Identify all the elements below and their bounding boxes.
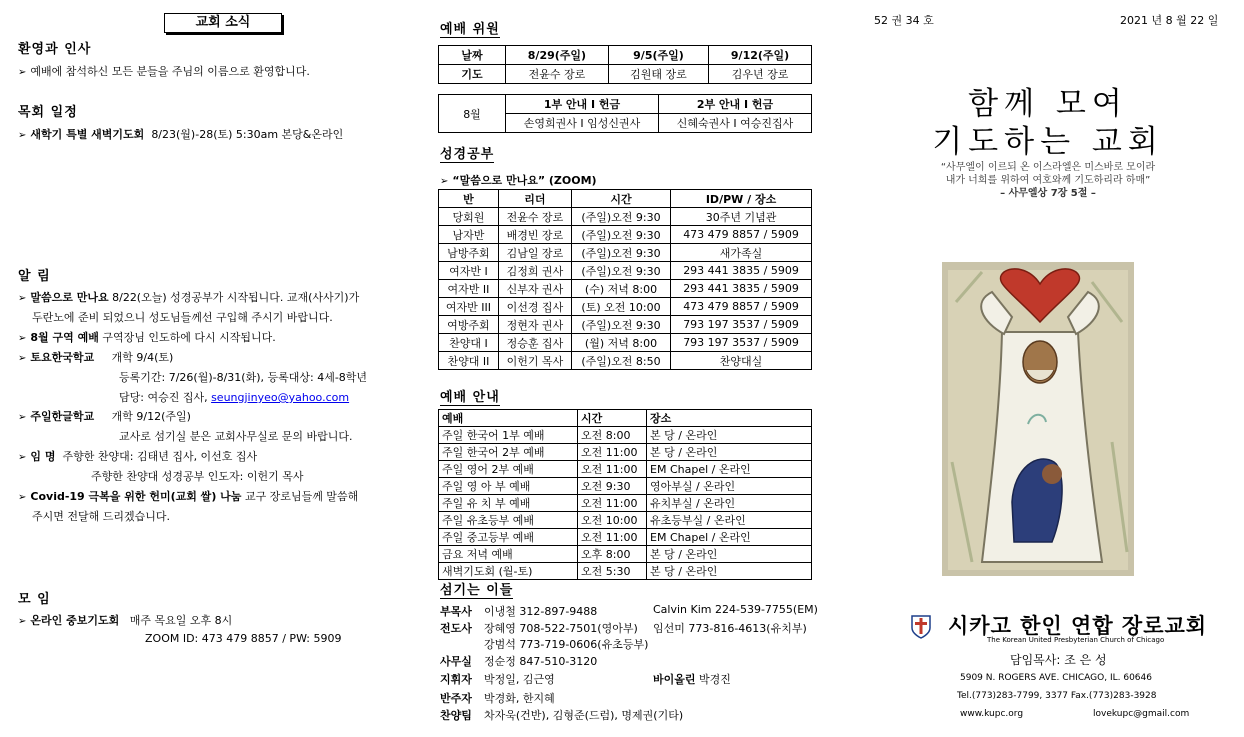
table-row bbox=[439, 352, 812, 370]
table-row bbox=[439, 190, 812, 208]
staff-row: Calvin Kim 224-539-7755(EM) bbox=[653, 603, 818, 616]
table-cell: 주일 한국어 1부 예배 bbox=[439, 427, 578, 444]
table-cell: 본 당 / 온라인 bbox=[647, 546, 812, 563]
table-cell: 여자반 I bbox=[439, 262, 499, 280]
notice-3-period: 등록기간: 7/26(월)-8/31(화), 등록대상: 4세-8학년 bbox=[119, 371, 368, 384]
table-header: 예배 bbox=[439, 410, 578, 427]
table-cell: 김남일 장로 bbox=[498, 244, 571, 262]
table-cell: 293 441 3835 / 5909 bbox=[671, 280, 812, 298]
email-link[interactable]: seungjinyeo@yahoo.com bbox=[211, 391, 350, 404]
table-cell: 찬양대실 bbox=[671, 352, 812, 370]
services-title: 예배 안내 bbox=[440, 386, 500, 406]
table-cell: (주일)오전 9:30 bbox=[571, 226, 670, 244]
table-cell: 9/12(주일) bbox=[709, 46, 812, 65]
church-news-header: 교회 소식 bbox=[164, 13, 282, 33]
arrow-icon: ➢ bbox=[18, 293, 27, 304]
table-row bbox=[439, 461, 812, 478]
table-cell: 당회원 bbox=[439, 208, 499, 226]
table-row bbox=[439, 208, 812, 226]
table-cell: (주일)오전 9:30 bbox=[571, 244, 670, 262]
pastor-name: 담임목사: 조 은 성 bbox=[1010, 653, 1107, 667]
arrow-icon: ➢ bbox=[440, 176, 449, 187]
usher-table bbox=[438, 94, 812, 133]
church-name: 시카고 한인 연합 장로교회 bbox=[948, 614, 1208, 638]
notices-title: 알 림 bbox=[18, 269, 51, 284]
table-cell: 전윤수 장로 bbox=[498, 208, 571, 226]
church-email: lovekupc@gmail.com bbox=[1093, 709, 1190, 719]
table-cell: 오전 11:00 bbox=[578, 529, 647, 546]
staff-row: 임선미 773-816-4613(유치부) bbox=[653, 622, 807, 635]
table-cell: 이헌기 목사 bbox=[498, 352, 571, 370]
welcome-title: 환영과 인사 bbox=[18, 42, 92, 57]
table-cell: 주일 중고등부 예배 bbox=[439, 529, 578, 546]
arrow-icon: ➢ bbox=[18, 353, 27, 364]
table-row bbox=[439, 65, 812, 84]
committee-table bbox=[438, 45, 812, 84]
table-cell: 오전 11:00 bbox=[578, 461, 647, 478]
table-row bbox=[439, 546, 812, 563]
table-cell: 793 197 3537 / 5909 bbox=[671, 316, 812, 334]
notice-5: ➢ 임 명 주향한 찬양대: 김태년 집사, 이선호 집사 bbox=[18, 450, 258, 463]
table-cell: 주일 영 아 부 예배 bbox=[439, 478, 578, 495]
table-cell: 기도 bbox=[439, 65, 506, 84]
staff-row: 바이올린 박경진 bbox=[653, 673, 731, 686]
table-cell: 김정희 권사 bbox=[498, 262, 571, 280]
committee-title: 예배 위원 bbox=[440, 18, 500, 38]
table-cell: 793 197 3537 / 5909 bbox=[671, 334, 812, 352]
table-cell: 오전 8:00 bbox=[578, 427, 647, 444]
table-header: 장소 bbox=[647, 410, 812, 427]
table-cell: 신부자 권사 bbox=[498, 280, 571, 298]
table-row bbox=[439, 262, 812, 280]
study-title: 성경공부 bbox=[440, 143, 494, 163]
staff-row: 전도사 장혜영 708-522-7501(영아부) bbox=[440, 622, 638, 635]
table-cell: 전윤수 장로 bbox=[506, 65, 609, 84]
table-cell: 오전 11:00 bbox=[578, 495, 647, 512]
table-header: 리더 bbox=[498, 190, 571, 208]
table-row bbox=[439, 512, 812, 529]
services-table bbox=[438, 409, 812, 580]
notice-6-cont: 주시면 전달해 드리겠습니다. bbox=[32, 510, 171, 523]
notice-4-cont: 교사로 섬기실 분은 교회사무실로 문의 바랍니다. bbox=[119, 430, 353, 443]
table-cell: 정현자 권사 bbox=[498, 316, 571, 334]
church-logo-icon bbox=[908, 612, 934, 640]
schedule-title: 목회 일정 bbox=[18, 105, 78, 120]
table-cell: 금요 저녁 예배 bbox=[439, 546, 578, 563]
table-cell: 손영희권사 I 임성신권사 bbox=[506, 114, 659, 133]
church-name-english: The Korean United Presbyterian Church of Chicago bbox=[987, 636, 1165, 644]
table-cell: (주일)오전 9:30 bbox=[571, 262, 670, 280]
table-cell: (수) 저녁 8:00 bbox=[571, 280, 670, 298]
notice-3-contact: 담당: 여승진 집사, seungjinyeo@yahoo.com bbox=[119, 391, 350, 404]
table-cell: 8월 bbox=[439, 95, 506, 133]
table-cell: 30주년 기념관 bbox=[671, 208, 812, 226]
table-cell: (주일)오전 8:50 bbox=[571, 352, 670, 370]
study-subtitle: ➢ “말씀으로 만나요” (ZOOM) bbox=[440, 174, 597, 187]
table-cell: (토) 오전 10:00 bbox=[571, 298, 670, 316]
table-cell: 새벽기도회 (월-토) bbox=[439, 563, 578, 580]
table-row bbox=[439, 444, 812, 461]
notice-1-cont: 두란노에 준비 되었으니 성도님들께선 구입해 주시기 바랍니다. bbox=[32, 311, 333, 324]
praying-figure-illustration bbox=[942, 262, 1134, 576]
table-cell: 유치부실 / 온라인 bbox=[647, 495, 812, 512]
arrow-icon: ➢ bbox=[18, 492, 27, 503]
table-row bbox=[439, 478, 812, 495]
table-row bbox=[439, 316, 812, 334]
table-cell: (주일)오전 9:30 bbox=[571, 208, 670, 226]
table-cell: 날짜 bbox=[439, 46, 506, 65]
table-row bbox=[439, 95, 812, 114]
staff-title: 섬기는 이들 bbox=[440, 579, 513, 599]
table-cell: 오전 9:30 bbox=[578, 478, 647, 495]
table-cell: 유초등부실 / 온라인 bbox=[647, 512, 812, 529]
table-cell: 오전 11:00 bbox=[578, 444, 647, 461]
welcome-text: ➢ 예배에 참석하신 모든 분들을 주님의 이름으로 환영합니다. bbox=[18, 65, 310, 78]
table-cell: 9/5(주일) bbox=[608, 46, 708, 65]
verse-reference: – 사무엘상 7장 5절 – bbox=[1000, 188, 1096, 199]
table-cell: 찬양대 II bbox=[439, 352, 499, 370]
gathering-item: ➢ 온라인 중보기도회 매주 목요일 오후 8시 bbox=[18, 614, 233, 627]
arrow-icon: ➢ bbox=[18, 130, 27, 141]
staff-row: 사무실 정순정 847-510-3120 bbox=[440, 655, 598, 668]
table-header: 반 bbox=[439, 190, 499, 208]
notice-1: ➢ 말씀으로 만나요 8/22(오늘) 성경공부가 시작됩니다. 교재(사사기)가 bbox=[18, 291, 360, 304]
table-cell: 8/29(주일) bbox=[506, 46, 609, 65]
table-cell: 본 당 / 온라인 bbox=[647, 444, 812, 461]
bulletin-date: 2021 년 8 월 22 일 bbox=[1120, 14, 1219, 27]
table-cell: 2부 안내 I 헌금 bbox=[659, 95, 812, 114]
table-cell: EM Chapel / 온라인 bbox=[647, 529, 812, 546]
volume-number: 52 권 34 호 bbox=[874, 14, 934, 27]
table-cell: 김원태 장로 bbox=[608, 65, 708, 84]
table-cell: 본 당 / 온라인 bbox=[647, 563, 812, 580]
staff-row: 지휘자 박정일, 김근영 bbox=[440, 673, 555, 686]
table-cell: (주일)오전 9:30 bbox=[571, 316, 670, 334]
notice-2: ➢ 8월 구역 예배 구역장님 인도하에 다시 시작됩니다. bbox=[18, 331, 276, 344]
table-header: ID/PW / 장소 bbox=[671, 190, 812, 208]
table-cell: 여방주회 bbox=[439, 316, 499, 334]
table-cell: 주일 영어 2부 예배 bbox=[439, 461, 578, 478]
table-cell: 본 당 / 온라인 bbox=[647, 427, 812, 444]
table-cell: 남자반 bbox=[439, 226, 499, 244]
table-cell: 오전 5:30 bbox=[578, 563, 647, 580]
hero-line-2: 기도하는 교회 bbox=[932, 124, 1164, 160]
table-cell: (월) 저녁 8:00 bbox=[571, 334, 670, 352]
table-cell: 주일 한국어 2부 예배 bbox=[439, 444, 578, 461]
table-cell: 새가족실 bbox=[671, 244, 812, 262]
table-cell: 정승훈 집사 bbox=[498, 334, 571, 352]
notice-6: ➢ Covid-19 극복을 위한 헌미(교회 쌀) 나눔 교구 장로님들께 말씀해 bbox=[18, 490, 359, 503]
notice-4: ➢ 주일한글학교 개학 9/12(주일) bbox=[18, 410, 191, 423]
verse-line-1: “사무엘이 이르되 온 이스라엘은 미스바로 모이라 bbox=[940, 162, 1156, 173]
table-cell: 남방주회 bbox=[439, 244, 499, 262]
church-website: www.kupc.org bbox=[960, 709, 1024, 719]
table-cell: 신혜숙권사 I 여승진집사 bbox=[659, 114, 812, 133]
table-cell: 영아부실 / 온라인 bbox=[647, 478, 812, 495]
table-row bbox=[439, 427, 812, 444]
arrow-icon: ➢ bbox=[18, 616, 27, 627]
notice-3: ➢ 토요한국학교 개학 9/4(토) bbox=[18, 351, 174, 364]
church-phone: Tel.(773)283-7799, 3377 Fax.(773)283-3928 bbox=[957, 691, 1157, 701]
table-row bbox=[439, 280, 812, 298]
table-header: 시간 bbox=[578, 410, 647, 427]
table-cell: 여자반 III bbox=[439, 298, 499, 316]
table-row bbox=[439, 529, 812, 546]
table-cell: 여자반 II bbox=[439, 280, 499, 298]
table-row bbox=[439, 495, 812, 512]
notice-5-cont: 주향한 찬양대 성경공부 인도자: 이헌기 목사 bbox=[91, 470, 304, 483]
table-row bbox=[439, 410, 812, 427]
table-row bbox=[439, 244, 812, 262]
table-cell: 찬양대 I bbox=[439, 334, 499, 352]
gathering-zoom: ZOOM ID: 473 479 8857 / PW: 5909 bbox=[145, 632, 342, 645]
table-row bbox=[439, 563, 812, 580]
table-cell: 473 479 8857 / 5909 bbox=[671, 298, 812, 316]
table-cell: 293 441 3835 / 5909 bbox=[671, 262, 812, 280]
table-cell: 1부 안내 I 헌금 bbox=[506, 95, 659, 114]
church-address: 5909 N. ROGERS AVE. CHICAGO, IL. 60646 bbox=[960, 673, 1152, 683]
staff-row: 강범석 773-719-0606(유초등부) bbox=[484, 638, 649, 651]
staff-row: 찬양팀 차자욱(건반), 김형준(드럼), 명제권(기타) bbox=[440, 709, 684, 722]
table-cell: EM Chapel / 온라인 bbox=[647, 461, 812, 478]
table-cell: 배경빈 장로 bbox=[498, 226, 571, 244]
gathering-title: 모 임 bbox=[18, 592, 51, 607]
arrow-icon: ➢ bbox=[18, 452, 27, 463]
table-row bbox=[439, 226, 812, 244]
hero-line-1: 함께 모여 bbox=[968, 86, 1128, 122]
table-row bbox=[439, 298, 812, 316]
table-row bbox=[439, 334, 812, 352]
table-cell: 오후 8:00 bbox=[578, 546, 647, 563]
study-table bbox=[438, 189, 812, 370]
verse-line-2: 내가 너희를 위하여 여호와께 기도하리라 하매” bbox=[945, 175, 1151, 186]
arrow-icon: ➢ bbox=[18, 333, 27, 344]
arrow-icon: ➢ bbox=[18, 67, 27, 78]
table-cell: 주일 유 치 부 예배 bbox=[439, 495, 578, 512]
table-cell: 이선경 집사 bbox=[498, 298, 571, 316]
staff-row: 부목사 이냉철 312-897-9488 bbox=[440, 605, 598, 618]
table-cell: 김우년 장로 bbox=[709, 65, 812, 84]
table-cell: 473 479 8857 / 5909 bbox=[671, 226, 812, 244]
table-cell: 오전 10:00 bbox=[578, 512, 647, 529]
table-header: 시간 bbox=[571, 190, 670, 208]
staff-row: 반주자 박경화, 한지혜 bbox=[440, 692, 555, 705]
schedule-item: ➢ 새학기 특별 새벽기도회 8/23(월)-28(토) 5:30am 본당&온라인 bbox=[18, 128, 344, 141]
table-cell: 주일 유초등부 예배 bbox=[439, 512, 578, 529]
arrow-icon: ➢ bbox=[18, 412, 27, 423]
table-row bbox=[439, 46, 812, 65]
